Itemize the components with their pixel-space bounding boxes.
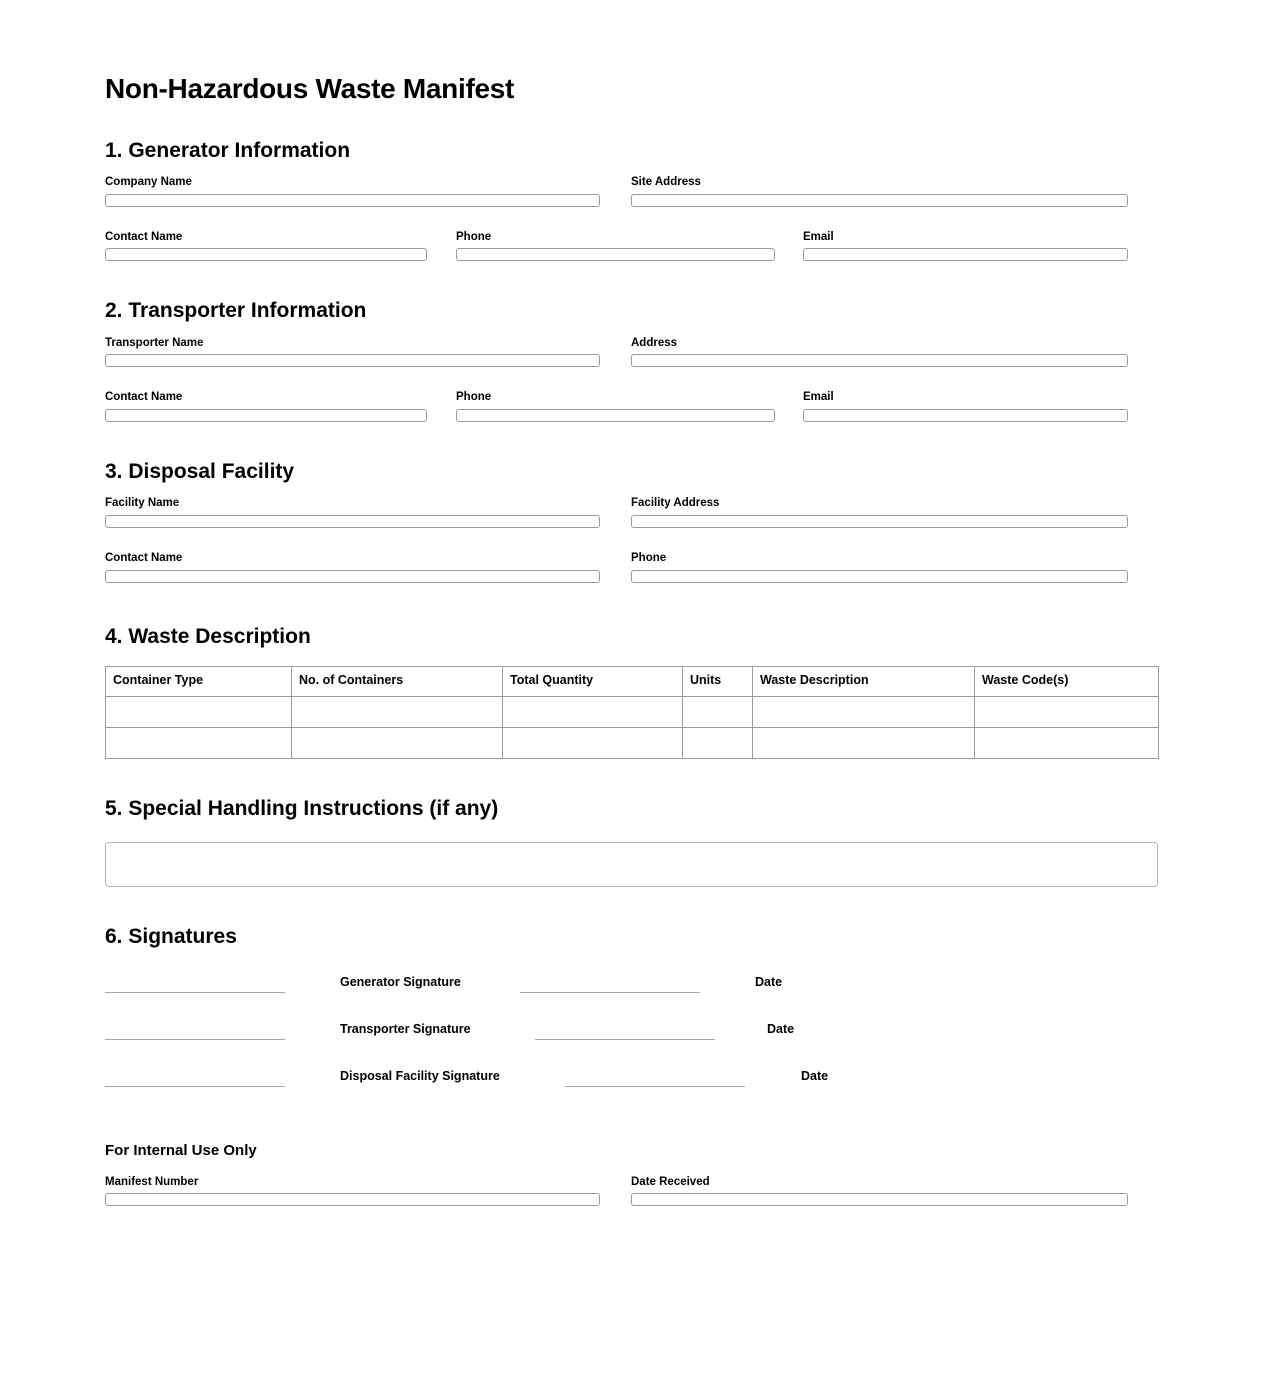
label-transporter-name: Transporter Name <box>105 336 204 349</box>
cell-waste-description[interactable] <box>753 727 975 758</box>
field-group-facility-phone <box>631 552 1128 583</box>
input-facility-phone[interactable] <box>631 570 1128 583</box>
label-generator-date: Date <box>755 975 783 990</box>
page-title: Non-Hazardous Waste Manifest <box>105 73 515 104</box>
field-group-site-address <box>631 176 1128 207</box>
column-header-units: Units <box>683 666 753 696</box>
label-transporter-date: Date <box>767 1022 795 1037</box>
column-header-container-type: Container Type <box>106 666 292 696</box>
field-group-generator-email <box>803 231 1128 262</box>
cell-waste-codes[interactable] <box>975 727 1159 758</box>
field-group-transporter-address <box>631 337 1128 368</box>
cell-total-quantity[interactable] <box>503 696 683 727</box>
manifest-form <box>105 0 1160 1206</box>
transporter-name-line[interactable] <box>105 1039 285 1040</box>
label-generator-signature: Generator Signature <box>340 975 461 990</box>
label-manifest-number: Manifest Number <box>105 1175 199 1188</box>
table-header-row <box>106 666 1159 696</box>
disposal-facility-signature-line[interactable] <box>565 1086 745 1087</box>
signature-row-generator <box>105 970 1160 1017</box>
label-transporter-signature: Transporter Signature <box>340 1022 471 1037</box>
input-facility-contact-name[interactable] <box>105 570 600 583</box>
field-group-company-name <box>105 176 600 207</box>
internal-use-row <box>105 1176 1160 1207</box>
column-header-total-quantity: Total Quantity <box>503 666 683 696</box>
input-transporter-phone[interactable] <box>456 409 775 422</box>
label-facility-name: Facility Name <box>105 497 180 510</box>
transporter-row-1 <box>105 337 1160 368</box>
label-site-address: Site Address <box>631 175 701 188</box>
field-group-facility-name <box>105 497 600 528</box>
field-group-manifest-number <box>105 1176 600 1207</box>
generator-row-2 <box>105 231 1160 262</box>
special-handling-textarea[interactable] <box>105 842 1158 887</box>
input-generator-email[interactable] <box>803 248 1128 261</box>
input-transporter-name[interactable] <box>105 354 600 367</box>
cell-container-type[interactable] <box>106 696 292 727</box>
cell-no-of-containers[interactable] <box>292 696 503 727</box>
input-facility-name[interactable] <box>105 515 600 528</box>
generator-name-line[interactable] <box>105 992 285 993</box>
label-transporter-email: Email <box>803 391 834 404</box>
label-generator-contact-name: Contact Name <box>105 230 183 243</box>
label-disposal-facility-signature: Disposal Facility Signature <box>340 1069 500 1084</box>
label-facility-address: Facility Address <box>631 497 720 510</box>
input-site-address[interactable] <box>631 194 1128 207</box>
section-heading-disposal-facility: 3. Disposal Facility <box>105 460 295 484</box>
label-date-received: Date Received <box>631 1175 710 1188</box>
signature-row-disposal-facility <box>105 1064 1160 1111</box>
signature-block <box>105 970 1160 1111</box>
column-header-waste-codes: Waste Code(s) <box>975 666 1159 696</box>
label-generator-phone: Phone <box>456 230 492 243</box>
field-group-facility-contact-name <box>105 552 600 583</box>
table-row[interactable] <box>106 727 1159 758</box>
field-group-transporter-name <box>105 337 600 368</box>
generator-row-1 <box>105 176 1160 207</box>
field-group-transporter-phone <box>456 391 775 422</box>
input-generator-phone[interactable] <box>456 248 775 261</box>
label-transporter-phone: Phone <box>456 391 492 404</box>
facility-row-2 <box>105 552 1160 583</box>
field-group-facility-address <box>631 497 1128 528</box>
section-heading-waste-description: 4. Waste Description <box>105 624 311 648</box>
column-header-no-of-containers: No. of Containers <box>292 666 503 696</box>
field-group-date-received <box>631 1176 1128 1207</box>
table-row[interactable] <box>106 696 1159 727</box>
field-group-transporter-contact-name <box>105 391 427 422</box>
input-manifest-number[interactable] <box>105 1193 600 1206</box>
input-company-name[interactable] <box>105 194 600 207</box>
label-transporter-address: Address <box>631 336 678 349</box>
cell-waste-codes[interactable] <box>975 696 1159 727</box>
field-group-generator-contact-name <box>105 231 427 262</box>
cell-units[interactable] <box>683 696 753 727</box>
label-company-name: Company Name <box>105 175 192 188</box>
input-generator-contact-name[interactable] <box>105 248 427 261</box>
input-transporter-contact-name[interactable] <box>105 409 427 422</box>
cell-no-of-containers[interactable] <box>292 727 503 758</box>
label-facility-contact-name: Contact Name <box>105 552 183 565</box>
transporter-row-2 <box>105 391 1160 422</box>
section-heading-special-handling: 5. Special Handling Instructions (if any) <box>105 796 499 820</box>
transporter-signature-line[interactable] <box>535 1039 715 1040</box>
cell-units[interactable] <box>683 727 753 758</box>
section-heading-transporter: 2. Transporter Information <box>105 299 367 323</box>
section-heading-signatures: 6. Signatures <box>105 925 237 949</box>
label-transporter-contact-name: Contact Name <box>105 391 183 404</box>
internal-use-heading: For Internal Use Only <box>105 1142 257 1160</box>
cell-waste-description[interactable] <box>753 696 975 727</box>
input-transporter-email[interactable] <box>803 409 1128 422</box>
input-transporter-address[interactable] <box>631 354 1128 367</box>
cell-container-type[interactable] <box>106 727 292 758</box>
disposal-facility-name-line[interactable] <box>105 1086 285 1087</box>
input-date-received[interactable] <box>631 1193 1128 1206</box>
input-facility-address[interactable] <box>631 515 1128 528</box>
generator-signature-line[interactable] <box>520 992 700 993</box>
waste-description-table <box>105 666 1159 759</box>
column-header-waste-description: Waste Description <box>753 666 975 696</box>
section-heading-generator: 1. Generator Information <box>105 138 351 162</box>
signature-row-transporter <box>105 1017 1160 1064</box>
cell-total-quantity[interactable] <box>503 727 683 758</box>
label-generator-email: Email <box>803 230 834 243</box>
label-disposal-facility-date: Date <box>801 1069 829 1084</box>
field-group-transporter-email <box>803 391 1128 422</box>
field-group-generator-phone <box>456 231 775 262</box>
facility-row-1 <box>105 497 1160 528</box>
label-facility-phone: Phone <box>631 552 667 565</box>
